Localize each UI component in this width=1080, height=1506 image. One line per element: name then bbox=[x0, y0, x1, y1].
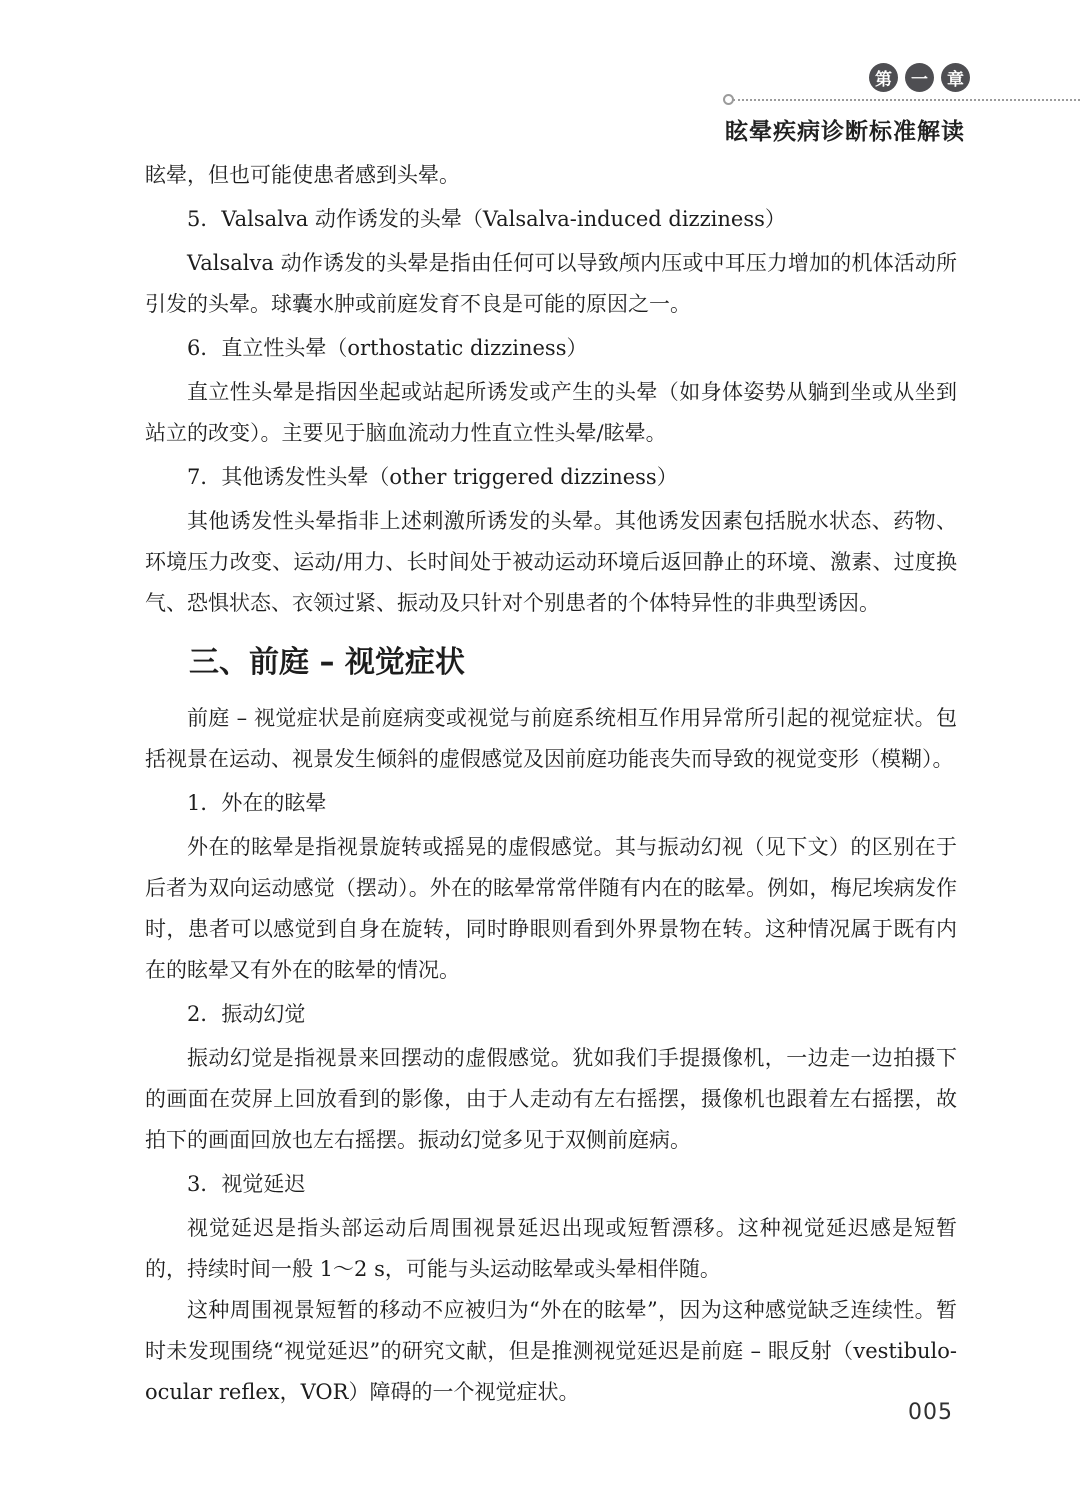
subsection-heading-6: 6．直立性头晕（orthostatic dizziness） bbox=[187, 336, 588, 360]
page-number: 005 bbox=[908, 1400, 953, 1425]
body-paragraph: 视觉延迟是指头部运动后周围视景延迟出现或短暂漂移。这种视觉延迟感是短暂的，持续时间一般 1～2 s，可能与头运动眩晕或头晕相伴随。 bbox=[145, 1216, 957, 1281]
body-paragraph: 外在的眩晕是指视景旋转或摇晃的虚假感觉。其与振动幻视（见下文）的区别在于后者为双向运动感觉（摆动）。外在的眩晕常常伴随有内在的眩晕。例如，梅尼埃病发作时，患者可以感觉到自身在旋转，同时睁眼则看到外界景物在转。这种情况属于既有内在的眩晕又有外在的眩晕的情况。 bbox=[145, 835, 957, 982]
page-content bbox=[145, 155, 957, 1413]
body-paragraph: 其他诱发性头晕指非上述刺激所诱发的头晕。其他诱发因素包括脱水状态、药物、环境压力改变、运动/用力、长时间处于被动运动环境后返回静止的环境、激素、过度换气、恐惧状态、衣领过紧、振动及只针对个别患者的个体特异性的非典型诱因。 bbox=[145, 509, 957, 615]
chapter-badge bbox=[869, 63, 970, 92]
chapter-badge-circle-icon: 章 bbox=[941, 63, 970, 92]
section-heading: 三、前庭 – 视觉症状 bbox=[189, 645, 465, 680]
dotted-divider bbox=[733, 99, 1080, 101]
body-paragraph: 前庭 – 视觉症状是前庭病变或视觉与前庭系统相互作用异常所引起的视觉症状。包括视景在运动、视景发生倾斜的虚假感觉及因前庭功能丧失而导致的视觉变形（模糊）。 bbox=[145, 706, 957, 771]
subsection-heading-2: 2．振动幻觉 bbox=[187, 1002, 306, 1026]
chapter-title: 眩晕疾病诊断标准解读 bbox=[725, 119, 965, 145]
subsection-heading-1: 1．外在的眩晕 bbox=[187, 791, 327, 815]
subsection-heading-7: 7．其他诱发性头晕（other triggered dizziness） bbox=[187, 465, 678, 489]
subsection-heading-3: 3．视觉延迟 bbox=[187, 1172, 306, 1196]
body-paragraph: 这种周围视景短暂的移动不应被归为“外在的眩晕”，因为这种感觉缺乏连续性。暂时未发现围绕“视觉延迟”的研究文献，但是推测视觉延迟是前庭 – 眼反射（vestibulo-ocular reflex，VOR）障碍的一个视觉症状。 bbox=[145, 1298, 957, 1404]
chapter-badge-circle-icon: 一 bbox=[905, 63, 934, 92]
body-paragraph: Valsalva 动作诱发的头晕是指由任何可以导致颅内压或中耳压力增加的机体活动所引发的头晕。球囊水肿或前庭发育不良是可能的原因之一。 bbox=[145, 251, 957, 316]
body-paragraph: 眩晕，但也可能使患者感到头晕。 bbox=[145, 163, 460, 187]
subsection-heading-5: 5．Valsalva 动作诱发的头晕（Valsalva-induced dizziness） bbox=[187, 207, 786, 231]
body-paragraph: 振动幻觉是指视景来回摆动的虚假感觉。犹如我们手提摄像机，一边走一边拍摄下的画面在荧屏上回放看到的影像，由于人走动有左右摇摆，摄像机也跟着左右摇摆，故拍下的画面回放也左右摇摆。振动幻觉多见于双侧前庭病。 bbox=[145, 1046, 957, 1152]
chapter-badge-circle-icon: 第 bbox=[869, 63, 898, 92]
body-paragraph: 直立性头晕是指因坐起或站起所诱发或产生的头晕（如身体姿势从躺到坐或从坐到站立的改变）。主要见于脑血流动力性直立性头晕/眩晕。 bbox=[145, 380, 957, 445]
